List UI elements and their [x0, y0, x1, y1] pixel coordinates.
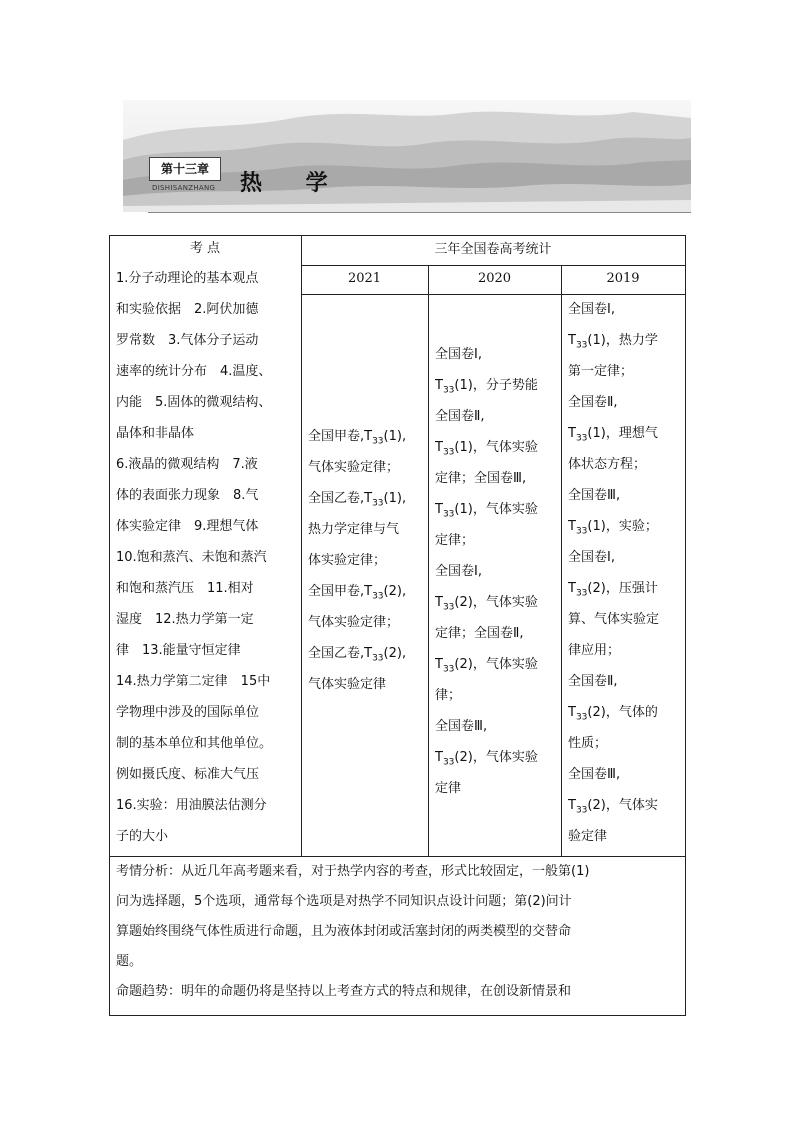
stat-text: (2)，气体实验 — [454, 657, 538, 672]
stat-line — [568, 821, 684, 852]
stat-text: 定律；全国卷Ⅲ, — [435, 471, 527, 486]
text-line: 晶体和非晶体 — [116, 426, 195, 441]
stat-text: 体实验定律； — [308, 553, 387, 568]
stat-text: T — [435, 502, 443, 517]
stat-line — [568, 542, 684, 573]
text-line: 律 13.能量守恒定律 — [116, 643, 241, 658]
question-subscript: 33 — [442, 757, 455, 768]
stat-text: (2)，气体的 — [587, 705, 658, 720]
stat-line — [435, 401, 559, 432]
stats-2021 — [308, 421, 428, 700]
stat-line — [308, 576, 428, 607]
kaodian-list — [116, 263, 298, 852]
stat-line — [435, 370, 559, 401]
stat-line — [435, 432, 559, 463]
stat-text: (1)，气体实验 — [454, 502, 538, 517]
stat-line — [568, 325, 684, 356]
stat-line — [568, 418, 684, 449]
question-subscript: 33 — [372, 653, 384, 664]
stat-line — [568, 666, 684, 697]
text-line: 和实验依据 2.阿伏加德 — [116, 302, 259, 317]
chapter-number-label: 第十三章 — [149, 157, 221, 181]
text-line: 命题趋势：明年的命题仍将是坚持以上考查方式的特点和规律，在创设新情景和 — [116, 984, 572, 999]
stat-text: 全国卷Ⅰ, — [568, 302, 615, 317]
stat-text: 全国乙卷,T — [308, 646, 373, 661]
stat-line — [435, 649, 559, 680]
stat-line — [568, 356, 684, 387]
text-line: 问为选择题，5个选项，通常每个选项是对热学不同知识点设计问题；第(2)问计 — [116, 894, 572, 909]
stat-text: T — [568, 705, 576, 720]
stat-text: 全国甲卷,T — [308, 429, 373, 444]
stat-text: T — [435, 595, 443, 610]
stat-line — [435, 463, 559, 494]
stat-text: 全国卷Ⅲ, — [568, 488, 621, 503]
stat-text: 气体实验定律； — [308, 460, 400, 475]
text-line: 学物理中涉及的国际单位 — [116, 705, 260, 720]
stat-text: 全国卷Ⅱ, — [568, 395, 618, 410]
text-line: 题。 — [116, 954, 143, 969]
stat-line — [435, 587, 559, 618]
stat-line — [308, 421, 428, 452]
stat-line — [308, 483, 428, 514]
text-line: 内能 5.固体的微观结构、 — [116, 395, 272, 410]
text-line: 14.热力学第二定律 15中 — [116, 674, 271, 689]
stat-text: 定律 — [435, 781, 462, 796]
stat-line — [568, 697, 684, 728]
stat-line — [435, 711, 559, 742]
column-divider — [428, 265, 429, 856]
stat-text: 定律； — [435, 533, 475, 548]
text-line: 制的基本单位和其他单位。 — [116, 736, 273, 751]
stat-text: T — [435, 750, 443, 765]
text-line: 湿度 12.热力学第一定 — [116, 612, 254, 627]
text-line: 16.实验：用油膜法估测分 — [116, 798, 267, 813]
stat-text: (1)，实验； — [587, 519, 658, 534]
stat-line — [435, 773, 559, 804]
question-subscript: 33 — [575, 433, 588, 444]
stat-text: 算、气体实验定 — [568, 612, 660, 627]
stat-line — [568, 387, 684, 418]
stat-text: (1)，理想气 — [587, 426, 658, 441]
stat-line — [568, 790, 684, 821]
stat-text: (1)，热力学 — [587, 333, 658, 348]
stat-line — [308, 607, 428, 638]
stat-line — [308, 452, 428, 483]
question-subscript: 33 — [442, 385, 455, 396]
stat-line — [435, 556, 559, 587]
stat-text: T — [568, 798, 576, 813]
stat-text: T — [435, 657, 443, 672]
stat-line — [435, 742, 559, 773]
stat-text: 律； — [435, 688, 462, 703]
stat-line — [568, 573, 684, 604]
stat-text: T — [568, 519, 576, 534]
text-line: 体的表面张力现象 8.气 — [116, 488, 259, 503]
question-subscript: 33 — [575, 526, 588, 537]
stat-text: (2)，气体实验 — [454, 750, 538, 765]
stat-text: 体状态方程； — [568, 457, 647, 472]
text-line: 子的大小 — [116, 829, 169, 844]
stat-text: 第一定律； — [568, 364, 634, 379]
stat-line — [568, 449, 684, 480]
text-line: 罗常数 3.气体分子运动 — [116, 333, 259, 348]
stat-text: 性质； — [568, 736, 608, 751]
stat-text: 全国甲卷,T — [308, 584, 373, 599]
stat-text: T — [435, 378, 443, 393]
stat-line — [568, 604, 684, 635]
question-subscript: 33 — [575, 588, 588, 599]
year-2019: 2019 — [606, 271, 640, 286]
stat-text: 气体实验定律 — [308, 677, 387, 692]
stat-line — [308, 545, 428, 576]
stat-text: 律应用； — [568, 643, 621, 658]
column-divider — [561, 265, 562, 856]
stat-line — [568, 480, 684, 511]
question-subscript: 33 — [575, 340, 588, 351]
stat-text: (1)，气体实验 — [454, 440, 538, 455]
stat-line — [435, 680, 559, 711]
text-line: 体实验定律 9.理想气体 — [116, 519, 259, 534]
question-subscript: 33 — [442, 602, 455, 613]
column-divider — [301, 235, 302, 856]
stat-line — [308, 638, 428, 669]
question-subscript: 33 — [442, 664, 455, 675]
question-subscript: 33 — [372, 498, 384, 509]
stat-text: 全国卷Ⅱ, — [568, 674, 618, 689]
text-line: 算题始终围绕气体性质进行命题，且为液体封闭或活塞封闭的两类模型的交替命 — [116, 924, 572, 939]
stat-line — [308, 669, 428, 700]
chapter-pinyin: DISHISANZHANG — [152, 184, 216, 192]
stat-text: (2)，压强计 — [587, 581, 658, 596]
stat-text: (1), — [383, 491, 407, 506]
stat-line — [435, 339, 559, 370]
analysis-text — [116, 857, 682, 1007]
stat-text: (2)，气体实 — [587, 798, 658, 813]
stat-text: 验定律 — [568, 829, 608, 844]
stat-text: 全国卷Ⅲ, — [568, 767, 621, 782]
question-subscript: 33 — [372, 436, 384, 447]
stat-text: 全国乙卷,T — [308, 491, 373, 506]
mountain-landscape-icon — [123, 100, 691, 212]
text-line: 速率的统计分布 4.温度、 — [116, 364, 272, 379]
stat-line — [568, 635, 684, 666]
question-subscript: 33 — [442, 447, 455, 458]
stat-text: 全国卷Ⅰ, — [568, 550, 615, 565]
stat-text: 全国卷Ⅲ, — [435, 719, 488, 734]
stat-text: T — [568, 581, 576, 596]
header-kaodian: 考 点 — [189, 241, 221, 256]
stat-line — [568, 759, 684, 790]
stat-line — [308, 514, 428, 545]
question-subscript: 33 — [442, 509, 455, 520]
stat-text: (2), — [383, 584, 407, 599]
chapter-banner — [123, 100, 691, 212]
text-line: 例如摄氏度、标准大气压 — [116, 767, 260, 782]
stat-text: (2)，气体实验 — [454, 595, 538, 610]
stat-text: T — [568, 333, 576, 348]
stats-2019 — [568, 294, 684, 852]
text-line: 10.饱和蒸汽、未饱和蒸汽 — [116, 550, 267, 565]
year-2021: 2021 — [347, 271, 382, 286]
question-subscript: 33 — [372, 591, 384, 602]
stat-text: 全国卷Ⅱ, — [435, 409, 485, 424]
stat-line — [568, 294, 684, 325]
stat-line — [435, 494, 559, 525]
text-line: 考情分析：从近几年高考题来看，对于热学内容的考查，形式比较固定，一般第(1) — [116, 864, 590, 879]
stat-text: (1), — [383, 429, 407, 444]
stat-text: 全国卷Ⅰ, — [435, 564, 482, 579]
stat-line — [568, 511, 684, 542]
stat-text: T — [435, 440, 443, 455]
stat-text: (1)，分子势能 — [454, 378, 538, 393]
banner-divider — [148, 212, 691, 213]
stat-text: 全国卷Ⅰ, — [435, 347, 482, 362]
chapter-title: 热 学 — [240, 170, 346, 196]
text-line: 和饱和蒸汽压 11.相对 — [116, 581, 254, 596]
stats-2020 — [435, 339, 559, 804]
text-line: 1.分子动理论的基本观点 — [116, 271, 259, 286]
stat-line — [435, 618, 559, 649]
stat-text: 气体实验定律； — [308, 615, 400, 630]
stat-line — [435, 525, 559, 556]
stat-text: T — [568, 426, 576, 441]
stat-line — [568, 728, 684, 759]
stat-text: 定律；全国卷Ⅱ, — [435, 626, 524, 641]
text-line: 6.液晶的微观结构 7.液 — [116, 457, 258, 472]
stat-text: 热力学定律与气 — [308, 522, 400, 537]
question-subscript: 33 — [575, 712, 588, 723]
year-2020: 2020 — [477, 271, 512, 286]
question-subscript: 33 — [575, 805, 588, 816]
header-statistics: 三年全国卷高考统计 — [434, 242, 552, 257]
stat-text: (2), — [383, 646, 407, 661]
